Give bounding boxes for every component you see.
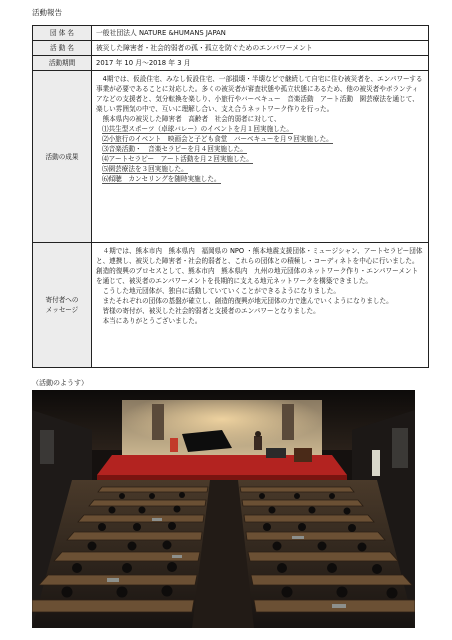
donor-paragraph-2: こうした地元団体が、独自に活動していていくことができるようになりました。 <box>102 287 340 295</box>
activity-value: 被災した障害者・社会的弱者の孤・孤立を防ぐためのエンパワーメント <box>92 41 429 56</box>
activity-row <box>33 41 429 56</box>
results-paragraph-1: 4期では、仮設住宅、みなし仮設住宅、一部損壊・半壊などで継続して自宅に住む被災者を、エンパワーする事業が必要であることに対応した。多くの被災者が審査状態や孤立状態にあるため、他の被災者やボランティアなどの支援者と、気分転換を楽しり、小旅行やバーベキュー 音楽活動 アート活動 園芸療法を通じて、楽しい雰囲気の中で、互いに理解し合い、支え合うネットワーク作りを行った。 <box>96 75 423 113</box>
list-item: ⑷アートセラピー アート活動を月２回実施した。 <box>102 155 253 163</box>
activity-label: 活 動 名 <box>33 41 92 56</box>
org-value: 一般社団法人 NATURE &HUMANS JAPAN <box>92 26 429 41</box>
list-item: ⑴共生型スポーツ（卓球バレー）のイベントを月１回実施した。 <box>102 125 293 133</box>
report-heading: 活動報告 <box>32 8 62 17</box>
concert-hall-photo <box>32 390 415 628</box>
donor-row <box>33 243 429 368</box>
donor-label <box>33 243 92 368</box>
period-label: 活動期間 <box>33 56 92 71</box>
period-value: 2017 年 10 月～2018 年 3 月 <box>92 56 429 71</box>
list-item: ⑶音楽活動・ 音楽セラピーを月４回実施した。 <box>102 145 247 153</box>
report-table <box>32 25 429 368</box>
donor-paragraph-4: 皆様の寄付が、被災した社会的弱者と支援者のエンパワーとなりました。 <box>102 307 320 315</box>
org-label: 団 体 名 <box>33 26 92 41</box>
donor-label-line-2: メッセージ <box>45 306 79 314</box>
list-item: ⑵小旅行のイベント 映画会と子ども食堂 バーベキューを月９回実施した。 <box>102 135 333 143</box>
org-row <box>33 26 429 41</box>
results-row <box>33 71 429 243</box>
donor-paragraph-5: 本当にありがとうございました。 <box>102 317 202 325</box>
donor-label-line-1: 寄付者への <box>45 296 79 304</box>
donor-body <box>92 243 429 368</box>
list-item: ⑹傾聴 カンセリングを随時実施した。 <box>102 175 221 183</box>
period-row <box>33 56 429 71</box>
list-item: ⑸園芸療法を３回実施した。 <box>102 165 188 173</box>
results-body <box>92 71 429 243</box>
photo-caption: （活動のようす） <box>32 379 88 387</box>
donor-paragraph-1: ４期では、熊本市内 熊本県内 福岡県の NPO ・熊本地震支援団体・ミュージシャン、アートセラピー団体と、連携し、被災した障害者・社会的弱者と、これらの団体との積極し・コーディネトを中心に行いました。創造的復興のプロセスとして、熊本市内 熊本県内 九州の地元団体のネットワーク作り・エンパワーメントを通じて、被災者のエンパワーメントを長期的に支える地元ネットワークを構築できました。 <box>96 247 423 285</box>
donor-paragraph-3: またそれぞれの団体の基盤が確立し、創造的復興が地元団体の力で進んでいくようになりました。 <box>102 297 393 305</box>
results-paragraph-2: 熊本県内の被災した障害者 高齢者 社会的弱者に対して、 <box>102 115 281 123</box>
results-list <box>96 124 424 184</box>
results-label: 活動の成果 <box>33 71 92 243</box>
